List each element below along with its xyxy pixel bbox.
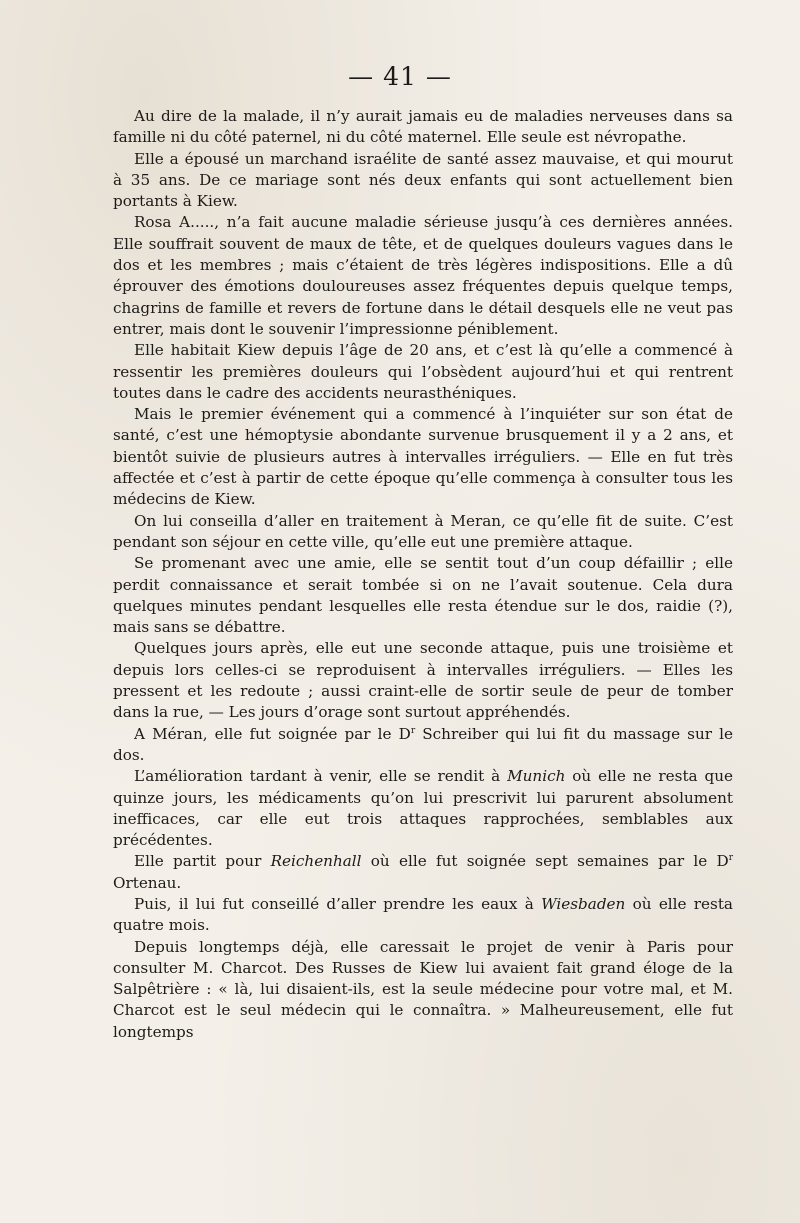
paragraph: [113, 894, 733, 937]
text-run: où elle fut soignée sept semaines par le D: [361, 852, 729, 871]
text-run: Ortenau.: [113, 873, 182, 892]
text-run: L’amélioration tardant à venir, elle se rendit à: [134, 767, 508, 786]
paragraph: Elle habitait Kiew depuis l’âge de 20 ans, et c’est là qu’elle a commencé à ressentir les premières douleurs qui l’obsèdent aujourd’hui et qui rentrent toutes dans le cadre des accidents neurasthéniques.: [113, 341, 733, 402]
city-name: Reichenhall: [270, 852, 362, 871]
text-run: où elle ne resta que quinze jours, les médicaments qu’on lui prescrivit lui parurent absolument inefficaces, car elle eut trois attaques rapprochées, semblables aux précédentes.: [113, 767, 734, 850]
text-run: A Méran, elle fut soignée par le D: [134, 724, 411, 743]
paragraph: Rosa A....., n’a fait aucune maladie sérieuse jusqu’à ces dernières années. Elle souffrait souvent de maux de tête, et de quelques douleurs vagues dans le dos et les membres ; mais c’étaient de très légères indispositions. Elle a dû éprouver des émotions douloureuses assez fréquentes depuis quelque temps, chagrins de famille et revers de fortune dans le détail desquels elle ne veut pas entrer, mais dont le souvenir l’impressionne péniblement.: [113, 213, 733, 338]
text-run: où elle resta quatre mois.: [113, 894, 733, 935]
paragraph: Quelques jours après, elle eut une seconde attaque, puis une troisième et depuis lors celles-ci se reproduisent à intervalles irréguliers. — Elles les pressent et les redoute ; aussi craint-elle de sortir seule de peur de tomber dans la rue, — Les jours d’orage sont surtout appréhendés.: [113, 639, 733, 722]
text-run: Schreiber qui lui fit du massage sur le dos.: [113, 724, 733, 764]
paragraph: On lui conseilla d’aller en traitement à Meran, ce qu’elle fit de suite. C’est pendant son séjour en cette ville, qu’elle eut une première attaque.: [113, 511, 733, 551]
paragraph: [113, 724, 733, 767]
text-run: Puis, il lui fut conseillé d’aller prendre les eaux à: [134, 894, 542, 913]
text-run: Elle partit pour: [134, 852, 271, 871]
city-name: Munich: [507, 767, 566, 786]
city-name: Wiesbaden: [541, 894, 626, 913]
paragraph: Depuis longtemps déjà, elle caressait le projet de venir à Paris pour consulter M. Charcot. Des Russes de Kiew lui avaient fait grand éloge de la Salpêtrière : « là, lui disaient-ils, est la seule médecine pour votre mal, et M. Charcot est le seul médecin qui le connaîtra. » Malheureusement, elle fut longtemps: [113, 937, 733, 1041]
paragraph: Au dire de la malade, il n’y aurait jamais eu de maladies nerveuses dans sa famille ni du côté paternel, ni du côté maternel. Elle seule est névropathe.: [113, 107, 733, 147]
paragraph: Se promenant avec une amie, elle se sentit tout d’un coup défaillir ; elle perdit connaissance et serait tombée si on ne l’avait soutenue. Cela dura quelques minutes pendant lesquelles elle resta étendue sur le dos, raidie (?), mais sans se débattre.: [113, 554, 733, 637]
superscript: r: [410, 725, 416, 736]
paragraph: Mais le premier événement qui a commencé à l’inquiéter sur son état de santé, c’est une hémoptysie abondante survenue brusquement il y a 2 ans, et bientôt suivie de plusieurs autres à intervalles irréguliers. — Elle en fut très affectée et c’est à partir de cette époque qu’elle commença à consulter tous les médecins de Kiew.: [113, 405, 733, 509]
paragraph: [113, 851, 733, 894]
body-text: [113, 106, 733, 1043]
paragraph: Elle a épousé un marchand israélite de santé assez mauvaise, et qui mourut à 35 ans. De ce mariage sont nés deux enfants qui sont actuellement bien portants à Kiew.: [113, 149, 733, 211]
paragraph: [113, 766, 733, 851]
page-number: — 41 —: [348, 62, 452, 91]
superscript: r: [728, 853, 734, 864]
